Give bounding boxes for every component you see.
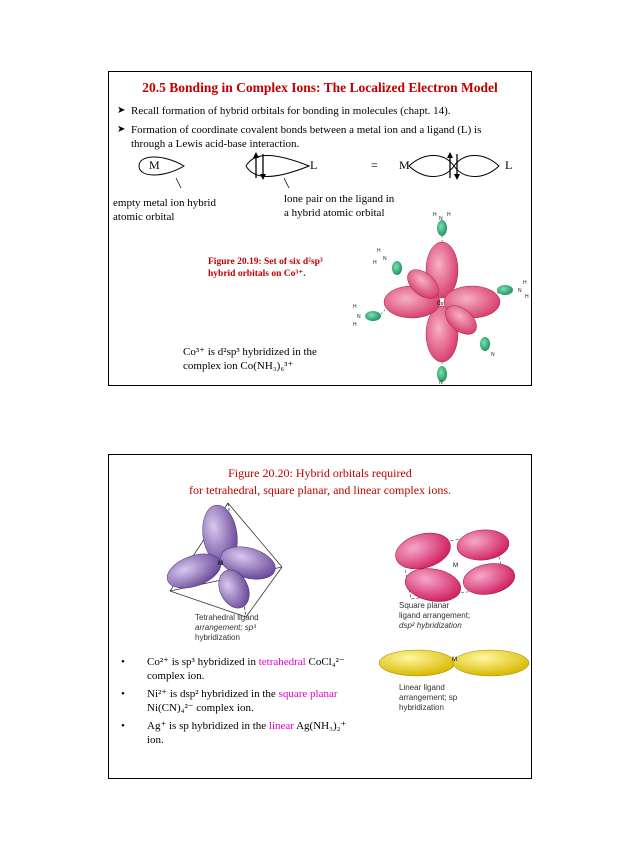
arrow-bullet-icon: ➤ [117,105,126,116]
ligand-l-left: L [310,158,318,172]
slide-2 [108,454,532,779]
svg-text:H: H [353,304,357,310]
bullet-2-square-planar: square planar [278,688,338,700]
svg-text:H: H [377,248,381,254]
bullet-3-pre: Ag⁺ is sp hybridized in the [147,720,267,732]
svg-text:H: H [373,260,377,266]
bullet-2-line-1: Formation of coordinate covalent bonds between a metal ion and a ligand (L) is [131,124,482,136]
slide-1-title: 20.5 Bonding in Complex Ions: The Localized Electron Model [142,80,498,95]
ligand-label-line-1: lone pair on the ligand in [284,193,395,205]
bullet-2-line-2: Ni(CN)₄²⁻ complex ion. [147,702,254,714]
svg-text:H: H [523,280,527,286]
co-center-label: Co [437,301,444,307]
bullet-3-formula: Ag(NH₃)₂⁺ [296,720,347,732]
tetrahedral-caption [195,613,259,643]
bullet-dot: • [121,656,125,668]
figure-20-19-caption [208,256,323,280]
co-hybridization-text [183,345,317,373]
tetra-caption-line-2: arrangement; sp³ [195,623,256,632]
bullet-1-tetrahedral: tetrahedral [258,656,306,668]
figure-title-line-2: for tetrahedral, square planar, and linear complex ions. [188,483,452,497]
square-planar-caption [399,601,470,631]
figure-title-line-1: Figure 20.20: Hybrid orbitals required [228,466,412,480]
bullet-3-line-2: ion. [147,734,164,746]
svg-text:N: N [383,256,387,262]
linear-caption-line-3: hybridization [399,703,444,712]
metal-label-line-1: empty metal ion hybrid [113,197,216,209]
metal-m-left: M [149,158,160,172]
bullet-dot: • [121,720,125,732]
ligand-label-line-2: a hybrid atomic orbital [284,207,385,219]
figure-caption-line-1: Figure 20.19: Set of six d²sp³ [208,257,323,267]
svg-text:N: N [491,352,495,358]
figure-20-20-title [109,465,531,499]
tetra-caption-line-1: Tetrahedral ligand [195,613,259,622]
svg-text:H: H [353,322,357,328]
bullet-3-linear: linear [268,720,294,732]
svg-text:N: N [439,216,443,222]
linear-caption [399,683,457,713]
svg-text:H: H [525,294,529,300]
bullet-1-text: Recall formation of hybrid orbitals for bonding in molecules (chapt. 14). [131,105,451,117]
tetra-metal-label: M [218,561,223,567]
bullet-agnh3 [121,719,371,747]
bullet-2-pre: Ni²⁺ is dsp² hybridized in the [147,688,276,700]
linear-lobes [379,650,529,676]
arrow-bullet-icon: ➤ [117,124,126,135]
slide-1 [108,71,532,386]
orbital-diagram [109,150,531,190]
co-text-line-1: Co³⁺ is d²sp³ hybridized in the [183,346,317,358]
svg-text:N: N [439,380,443,386]
square-caption-line-2: ligand arrangement; [399,611,471,620]
linear-caption-line-2: arrangement; sp [399,693,458,702]
square-metal-label: M [453,563,458,569]
linear-caption-line-1: Linear ligand [399,683,445,692]
d2sp3-orbitals-image [353,212,531,386]
co-text-line-2: complex ion Co(NH₃)₆³⁺ [183,360,294,372]
bullet-1-formula: CoCl₄²⁻ [308,656,345,668]
tetra-caption-line-3: hybridization [195,633,240,642]
metal-label-line-2: atomic orbital [113,211,175,223]
bullet-2 [117,123,527,151]
square-caption-line-3: dsp² hybridization [399,621,462,630]
bullet-cocl4 [121,655,371,683]
svg-text:N: N [357,314,361,320]
hybridization-bullets [121,655,371,747]
figure-caption-line-2: hybrid orbitals on Co³⁺. [208,269,306,279]
svg-text:H: H [433,212,437,218]
empty-orbital-shape [139,157,184,175]
tetrahedral-lobes [163,503,279,613]
linear-metal-label: M [452,657,457,663]
square-caption-line-1: Square planar [399,601,450,610]
bullet-dot: • [121,688,125,700]
ligand-label [284,192,394,220]
bullet-1-pre: Co²⁺ is sp³ hybridized in [147,656,256,668]
bond-orbital-shape [409,156,499,177]
bullet-1 [117,104,527,118]
svg-text:H: H [447,212,451,218]
equals-sign: = [371,158,378,172]
bullet-1-line-2: complex ion. [147,670,205,682]
bullet-nicn4 [121,687,371,715]
svg-text:N: N [518,288,522,294]
metal-m-right: M [399,158,410,172]
metal-label [113,196,216,224]
ligand-l-right: L [505,158,513,172]
bullet-2-line-2: through a Lewis acid-base interaction. [131,138,300,150]
